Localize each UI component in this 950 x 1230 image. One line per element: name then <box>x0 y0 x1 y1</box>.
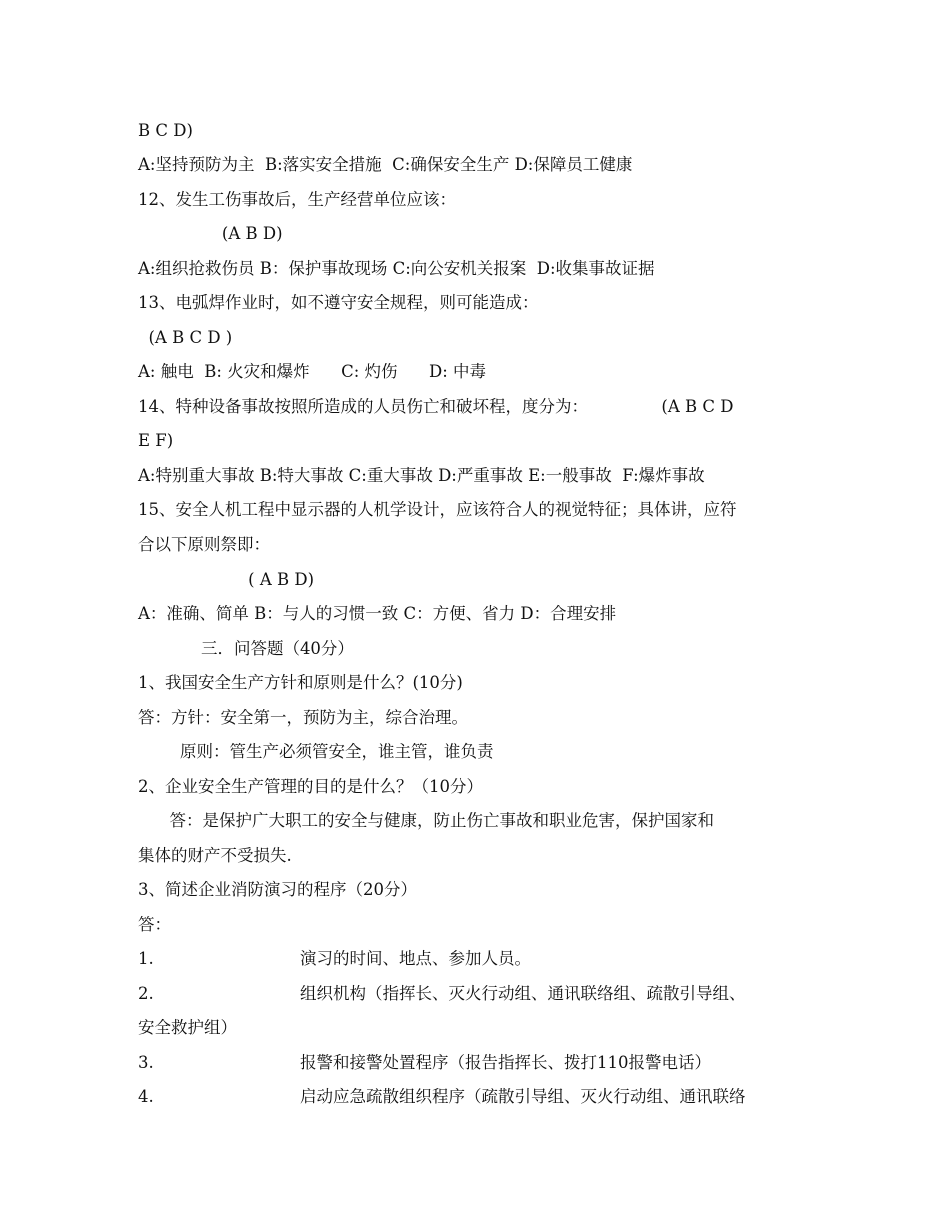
text-line: A：准确、简单 B：与人的习惯一致 C：方便、省力 D：合理安排 <box>138 604 617 623</box>
step-text: 报警和接警处置程序（报告指挥长、拨打110报警电话） <box>300 1053 711 1072</box>
text-line: A: 触电 B: 火灾和爆炸 C: 灼伤 D: 中毒 <box>138 362 487 381</box>
answer-key: (A B C D ) <box>138 328 233 347</box>
question-12: 12、发生工伤事故后，生产经营单位应该： <box>138 190 456 209</box>
step-number: 2. <box>138 984 154 1003</box>
question-13: 13、电弧焊作业时，如不遵守安全规程，则可能造成： <box>138 293 539 312</box>
question-14: 14、特种设备事故按照所造成的人员伤亡和破坏程，度分为： (A B C D <box>138 397 734 416</box>
step-text: 启动应急疏散组织程序（疏散引导组、灭火行动组、通讯联络 <box>300 1087 746 1106</box>
answer-text: 答：是保护广大职工的安全与健康，防止伤亡事故和职业危害，保护国家和 <box>138 811 714 830</box>
step-text: 演习的时间、地点、参加人员。 <box>300 949 531 968</box>
text-line: 合以下原则祭即： <box>138 535 270 554</box>
question-15: 15、安全人机工程中显示器的人机学设计，应该符合人的视觉特征；具体讲，应符 <box>138 500 737 519</box>
step-number: 1. <box>138 949 154 968</box>
section-heading: 三．问答题（40分） <box>138 639 354 658</box>
step-text-continued: 安全救护组） <box>138 1018 237 1037</box>
question-3: 3、简述企业消防演习的程序（20分） <box>138 880 417 899</box>
answer-text: 答：方针：安全第一，预防为主，综合治理。 <box>138 708 468 727</box>
answer-key: ( A B D) <box>138 570 315 589</box>
answer-label: 答： <box>138 915 171 934</box>
question-1: 1、我国安全生产方针和原则是什么？(10分) <box>138 673 463 692</box>
answer-text: 原则：管生产必须管安全，谁主管，谁负责 <box>138 742 494 761</box>
question-2: 2、企业安全生产管理的目的是什么？（10分） <box>138 777 483 796</box>
answer-key: E F) <box>138 431 174 450</box>
text-line: A:组织抢救伤员 B：保护事故现场 C:向公安机关报案 D:收集事故证据 <box>138 259 655 278</box>
step-number: 3. <box>138 1053 154 1072</box>
text-line: A:坚持预防为主 B:落实安全措施 C:确保安全生产 D:保障员工健康 <box>138 155 633 174</box>
text-line: A:特别重大事故 B:特大事故 C:重大事故 D:严重事故 E:一般事故 F:爆炸事故 <box>138 466 705 485</box>
step-number: 4. <box>138 1087 154 1106</box>
answer-text: 集体的财产不受损失. <box>138 846 292 865</box>
answer-key: (A B D) <box>138 224 283 243</box>
text-line: B C D) <box>138 121 193 140</box>
step-text: 组织机构（指挥长、灭火行动组、通讯联络组、疏散引导组、 <box>300 984 746 1003</box>
